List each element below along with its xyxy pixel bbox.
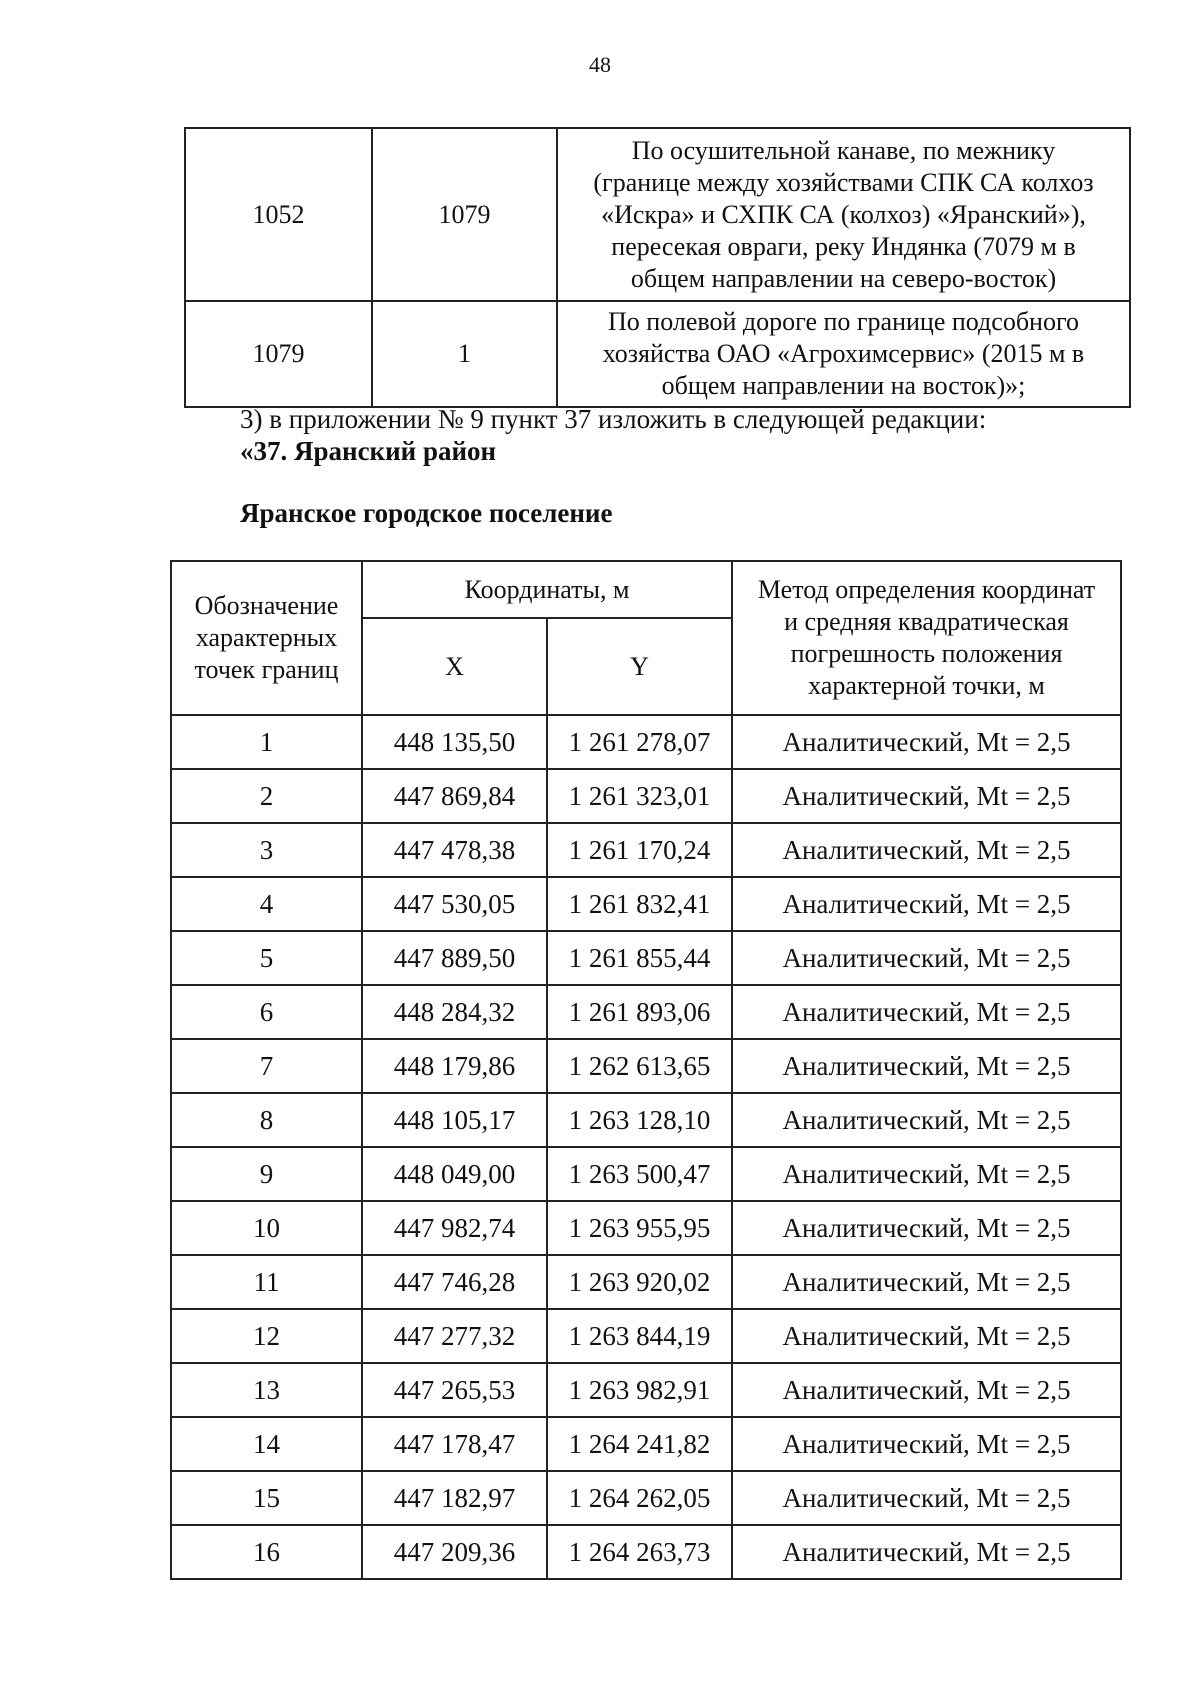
point-cell: 13 — [171, 1363, 362, 1417]
from-point-cell: 1079 — [185, 301, 372, 407]
method-cell: Аналитический, Mt = 2,5 — [732, 1471, 1121, 1525]
x-column-header: X — [362, 618, 547, 715]
header-line: и средняя квадратическая — [784, 607, 1069, 636]
point-cell: 5 — [171, 931, 362, 985]
table-header-row — [171, 561, 1121, 618]
point-cell: 6 — [171, 985, 362, 1039]
y-cell: 1 264 263,73 — [547, 1525, 732, 1579]
point-cell: 7 — [171, 1039, 362, 1093]
point-cell: 8 — [171, 1093, 362, 1147]
coordinates-column-header: Координаты, м — [362, 561, 732, 618]
to-point-cell: 1 — [372, 301, 557, 407]
y-cell: 1 263 844,19 — [547, 1309, 732, 1363]
table-row — [171, 1093, 1121, 1147]
method-cell: Аналитический, Mt = 2,5 — [732, 1309, 1121, 1363]
method-cell: Аналитический, Mt = 2,5 — [732, 769, 1121, 823]
x-cell: 447 478,38 — [362, 823, 547, 877]
amendment-text: 3) в приложении № 9 пункт 37 изложить в следующей редакции: — [240, 404, 987, 434]
y-cell: 1 261 855,44 — [547, 931, 732, 985]
description-line: По осушительной канаве, по межнику — [631, 135, 1056, 165]
description-cell — [557, 128, 1130, 301]
method-cell: Аналитический, Mt = 2,5 — [732, 1093, 1121, 1147]
y-cell: 1 264 262,05 — [547, 1471, 732, 1525]
header-line: точек границ — [194, 655, 339, 684]
description-line: По полевой дороге по границе подсобного — [608, 307, 1079, 336]
description-line: «Искра» и СХПК СА (колхоз) «Яранский»), — [601, 199, 1086, 229]
table-row — [171, 1525, 1121, 1579]
settlement-heading: Яранское городское поселение — [240, 498, 613, 528]
table-row — [171, 931, 1121, 985]
y-cell: 1 261 893,06 — [547, 985, 732, 1039]
y-cell: 1 263 982,91 — [547, 1363, 732, 1417]
method-cell: Аналитический, Mt = 2,5 — [732, 823, 1121, 877]
table-row — [171, 1309, 1121, 1363]
method-cell: Аналитический, Mt = 2,5 — [732, 1255, 1121, 1309]
point-column-header — [171, 561, 362, 715]
header-line: характерных — [195, 623, 338, 652]
table-row — [171, 1417, 1121, 1471]
table-row — [171, 1363, 1121, 1417]
x-cell: 447 265,53 — [362, 1363, 547, 1417]
method-cell: Аналитический, Mt = 2,5 — [732, 1201, 1121, 1255]
coordinates-table-body — [171, 715, 1121, 1579]
x-cell: 447 746,28 — [362, 1255, 547, 1309]
point-cell: 15 — [171, 1471, 362, 1525]
point-cell: 3 — [171, 823, 362, 877]
method-cell: Аналитический, Mt = 2,5 — [732, 1363, 1121, 1417]
method-cell: Аналитический, Mt = 2,5 — [732, 1417, 1121, 1471]
y-cell: 1 261 323,01 — [547, 769, 732, 823]
x-cell: 447 982,74 — [362, 1201, 547, 1255]
point-cell: 2 — [171, 769, 362, 823]
table-row — [171, 877, 1121, 931]
method-column-header — [732, 561, 1121, 715]
y-column-header: Y — [547, 618, 732, 715]
method-cell: Аналитический, Mt = 2,5 — [732, 931, 1121, 985]
y-cell: 1 263 128,10 — [547, 1093, 732, 1147]
coordinates-table — [170, 560, 1122, 1580]
y-cell: 1 263 500,47 — [547, 1147, 732, 1201]
table-row — [171, 1255, 1121, 1309]
table-row — [185, 128, 1130, 301]
point-cell: 4 — [171, 877, 362, 931]
header-line: характерной точки, м — [808, 671, 1045, 700]
district-heading: «37. Яранский район — [240, 436, 497, 466]
point-cell: 1 — [171, 715, 362, 769]
boundary-description-table — [184, 127, 1131, 408]
y-cell: 1 261 278,07 — [547, 715, 732, 769]
to-point-cell: 1079 — [372, 128, 557, 301]
description-line: общем направлении на северо-восток) — [630, 263, 1057, 293]
header-line: погрешность положения — [790, 639, 1063, 668]
method-cell: Аналитический, Mt = 2,5 — [732, 1039, 1121, 1093]
method-cell: Аналитический, Mt = 2,5 — [732, 985, 1121, 1039]
x-cell: 447 178,47 — [362, 1417, 547, 1471]
table-row — [171, 715, 1121, 769]
x-cell: 447 182,97 — [362, 1471, 547, 1525]
header-line: Обозначение — [194, 591, 339, 620]
header-line: Метод определения координат — [757, 575, 1096, 604]
point-cell: 10 — [171, 1201, 362, 1255]
table-row — [185, 301, 1130, 407]
x-cell: 447 277,32 — [362, 1309, 547, 1363]
method-cell: Аналитический, Mt = 2,5 — [732, 877, 1121, 931]
table-row — [171, 769, 1121, 823]
table-row — [171, 1039, 1121, 1093]
point-cell: 16 — [171, 1525, 362, 1579]
description-cell — [557, 301, 1130, 407]
table-row — [171, 1471, 1121, 1525]
point-cell: 14 — [171, 1417, 362, 1471]
description-line: общем направлении на восток)»; — [661, 371, 1026, 400]
x-cell: 448 049,00 — [362, 1147, 547, 1201]
y-cell: 1 261 832,41 — [547, 877, 732, 931]
description-line: хозяйства ОАО «Агрохимсервис» (2015 м в — [602, 339, 1085, 368]
y-cell: 1 264 241,82 — [547, 1417, 732, 1471]
table-row — [171, 1147, 1121, 1201]
point-cell: 12 — [171, 1309, 362, 1363]
x-cell: 448 284,32 — [362, 985, 547, 1039]
from-point-cell: 1052 — [185, 128, 372, 301]
x-cell: 447 530,05 — [362, 877, 547, 931]
point-cell: 9 — [171, 1147, 362, 1201]
y-cell: 1 262 613,65 — [547, 1039, 732, 1093]
description-line: (границе между хозяйствами СПК СА колхоз — [593, 167, 1094, 197]
y-cell: 1 261 170,24 — [547, 823, 732, 877]
table-row — [171, 985, 1121, 1039]
table-row — [171, 823, 1121, 877]
x-cell: 447 209,36 — [362, 1525, 547, 1579]
method-cell: Аналитический, Mt = 2,5 — [732, 1147, 1121, 1201]
page-number: 48 — [589, 52, 611, 77]
table-row — [171, 1201, 1121, 1255]
y-cell: 1 263 920,02 — [547, 1255, 732, 1309]
point-cell: 11 — [171, 1255, 362, 1309]
x-cell: 448 105,17 — [362, 1093, 547, 1147]
method-cell: Аналитический, Mt = 2,5 — [732, 715, 1121, 769]
description-line: пересекая овраги, реку Индянка (7079 м в — [611, 231, 1076, 261]
method-cell: Аналитический, Mt = 2,5 — [732, 1525, 1121, 1579]
y-cell: 1 263 955,95 — [547, 1201, 732, 1255]
x-cell: 448 135,50 — [362, 715, 547, 769]
x-cell: 447 889,50 — [362, 931, 547, 985]
x-cell: 447 869,84 — [362, 769, 547, 823]
x-cell: 448 179,86 — [362, 1039, 547, 1093]
